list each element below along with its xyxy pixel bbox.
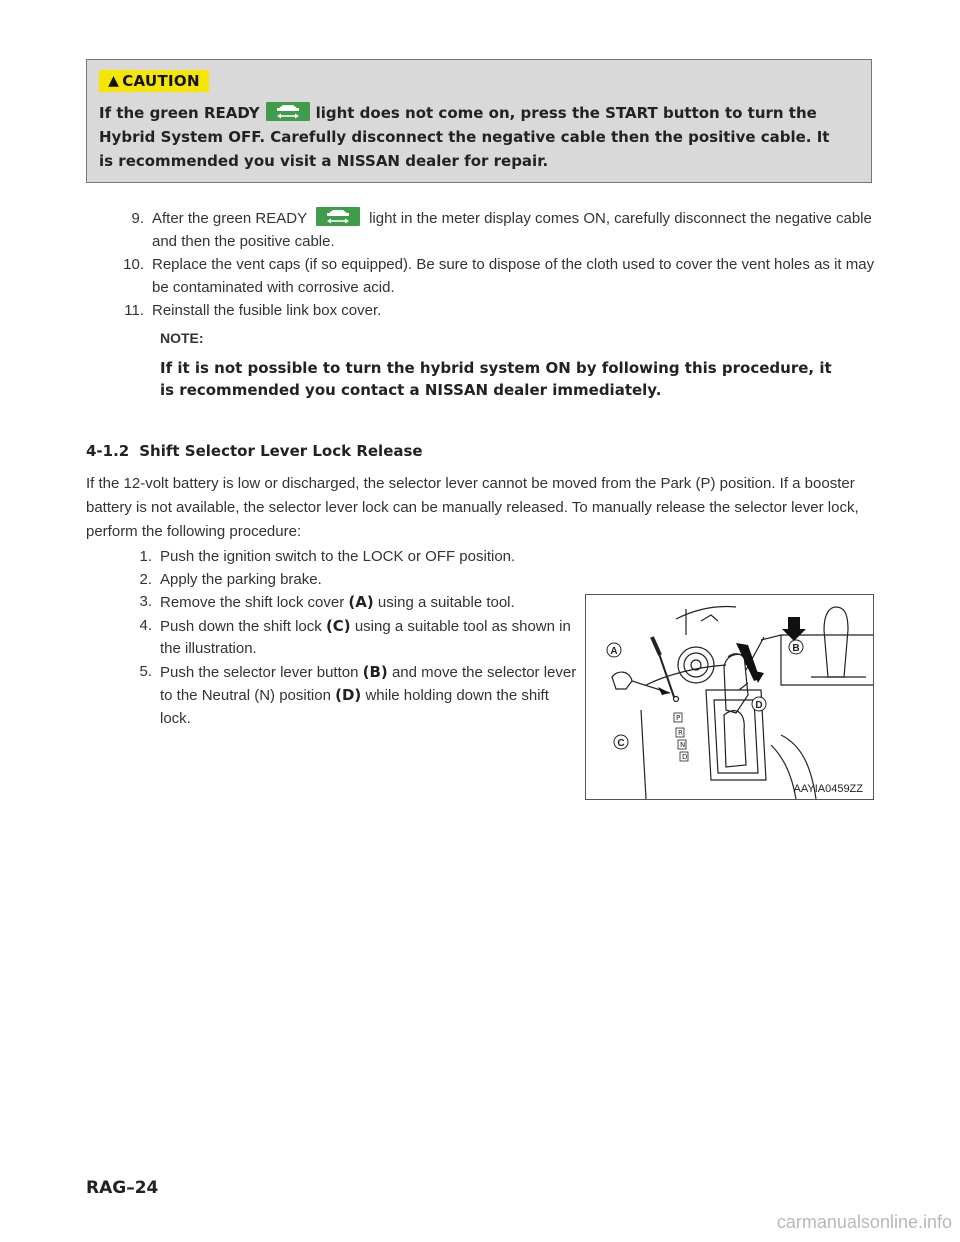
shift-lock-illustration <box>585 594 874 800</box>
warning-triangle-icon: ▲ <box>108 73 120 89</box>
gear-letter-p: P <box>676 714 681 722</box>
list-item <box>86 591 578 615</box>
step-text-part2: light in the meter display comes ON, carefully disconnect the negative cable and then the positive cable. <box>152 210 872 250</box>
step-text <box>160 591 578 615</box>
step-text-post: while holding down the shift lock. <box>160 687 549 727</box>
step-text-pre: Push the selector lever button <box>160 663 359 681</box>
step-callout-ref: (B) <box>362 662 388 681</box>
list-item <box>86 615 578 661</box>
step-number: 4. <box>139 616 152 634</box>
section-title: Shift Selector Lever Lock Release <box>139 442 423 460</box>
caution-text-part1: If the green READY <box>99 104 260 122</box>
step-text: Apply the parking brake. <box>160 570 322 588</box>
callout-a: A <box>610 646 618 657</box>
list-item <box>86 661 578 731</box>
figure-code: AAYIA0459ZZ <box>793 783 863 795</box>
step-number: 9. <box>131 210 144 227</box>
callout-c: C <box>617 738 625 749</box>
section-heading <box>86 442 423 460</box>
note-label: NOTE: <box>160 330 204 346</box>
step-text <box>160 615 578 661</box>
step-number: 10. <box>123 256 144 273</box>
step-text-post: using a suitable tool as shown in the illustration. <box>160 617 571 657</box>
step-number: 1. <box>139 548 152 565</box>
list-item <box>86 207 876 253</box>
list-item <box>86 546 578 569</box>
caution-text-part2: light does not come on, press the START button to turn the Hybrid System OFF. Carefully disconnect the negative cable then the positive cable. It is recommended you visit a NISSAN dealer for repair. <box>99 104 830 170</box>
step-text-pre: Push down the shift lock <box>160 617 322 635</box>
ready-light-icon <box>316 207 360 226</box>
caution-box <box>86 59 872 183</box>
section-intro: If the 12-volt battery is low or discharged, the selector lever cannot be moved from the Park (P) position. If a booster battery is not available, the selector lever lock can be manually released. To manually release the selector lever lock, perform the following procedure: <box>86 475 859 540</box>
step-number: 11. <box>124 302 144 319</box>
illustration-drawing <box>586 595 873 799</box>
procedure-list <box>86 546 578 730</box>
step-number: 5. <box>139 662 152 680</box>
steps-list <box>86 207 876 322</box>
step-text <box>160 661 578 731</box>
section-number: 4-1.2 <box>86 442 130 460</box>
note-text: If it is not possible to turn the hybrid system ON by following this procedure, it is recommended you contact a NISSAN dealer immediately. <box>160 359 832 399</box>
step-text: Push the ignition switch to the LOCK or OFF position. <box>160 548 516 565</box>
step-text-post: using a suitable tool. <box>377 594 515 611</box>
caution-badge <box>99 70 209 92</box>
list-item <box>86 299 876 322</box>
callout-d: D <box>755 700 763 711</box>
step-text-part1: After the green READY <box>152 210 308 227</box>
gear-letter-n: N <box>680 741 686 749</box>
step-callout-ref: (C) <box>325 616 351 635</box>
step-number: 2. <box>139 570 152 588</box>
step-callout-ref: (D) <box>335 686 362 704</box>
step-callout-ref: (A) <box>348 593 374 611</box>
step-text <box>152 207 876 253</box>
step-text-mid: and move the selector lever to the Neutral (N) position <box>160 663 577 704</box>
step-text: Replace the vent caps (if so equipped). Be sure to dispose of the cloth used to cover the vent holes as it may be contaminated with corrosive acid. <box>152 256 875 296</box>
step-number: 3. <box>139 593 152 610</box>
watermark: carmanualsonline.info <box>776 1212 952 1232</box>
callout-b: B <box>792 643 800 654</box>
ready-light-icon <box>266 102 310 121</box>
gear-letter-d: D <box>682 753 688 761</box>
page-number: RAG–24 <box>86 1178 159 1198</box>
list-item <box>86 569 578 592</box>
gear-letter-r: R <box>678 729 683 737</box>
caution-text <box>99 101 839 173</box>
step-text-pre: Remove the shift lock cover <box>160 594 345 611</box>
step-text: Reinstall the fusible link box cover. <box>152 302 382 319</box>
caution-badge-label: CAUTION <box>122 72 200 90</box>
list-item <box>86 253 876 299</box>
